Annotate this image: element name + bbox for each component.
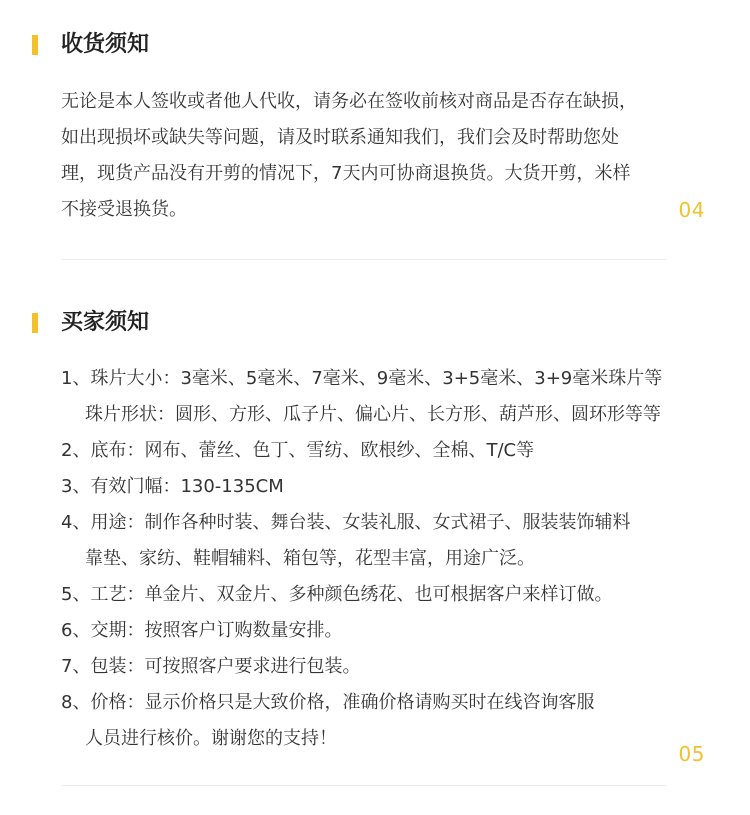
- section-title: 收货须知: [61, 32, 150, 57]
- text-line: 无论是本人签收或者他人代收，请务必在签收前核对商品是否存在缺损，: [61, 91, 637, 112]
- page-number: 04: [678, 198, 705, 222]
- list-item: 1、珠片大小：3毫米、5毫米、7毫米、9毫米、3+5毫米、3+9毫米珠片等: [61, 368, 663, 389]
- list-item: 4、用途：制作各种时装、舞台装、女装礼服、女式裙子、服装装饰辅料: [61, 512, 631, 533]
- text-line: 如出现损坏或缺失等问题，请及时联系通知我们，我们会及时帮助您处: [61, 127, 619, 148]
- accent-bar: [32, 35, 38, 55]
- divider: [62, 259, 666, 260]
- list-item: 8、价格：显示价格只是大致价格，准确价格请购买时在线咨询客服: [61, 692, 595, 713]
- receiving-notice-text: [61, 84, 637, 228]
- list-item: 6、交期：按照客户订购数量安排。: [61, 620, 343, 641]
- accent-bar: [32, 313, 38, 333]
- list-item-continuation: 珠片形状：圆形、方形、瓜子片、偏心片、长方形、葫芦形、圆环形等等: [85, 404, 661, 425]
- text-line: 不接受退换货。: [61, 199, 187, 220]
- list-item: 2、底布：网布、蕾丝、色丁、雪纺、欧根纱、全棉、T/C等: [61, 440, 535, 461]
- section-heading: [0, 30, 750, 60]
- page-number: 05: [678, 742, 705, 766]
- receiving-notice-section: [0, 30, 750, 222]
- list-item: 3、有效门幅：130-135CM: [61, 476, 284, 497]
- divider: [62, 785, 666, 786]
- list-item: 7、包装：可按照客户要求进行包装。: [61, 656, 361, 677]
- buyer-notice-section: [0, 308, 750, 766]
- list-item-continuation: 人员进行核价。谢谢您的支持！: [85, 728, 337, 749]
- section-heading: [0, 308, 750, 338]
- list-item: 5、工艺：单金片、双金片、多种颜色绣花、也可根据客户来样订做。: [61, 584, 613, 605]
- text-line: 理，现货产品没有开剪的情况下，7天内可协商退换货。大货开剪，米样: [61, 163, 631, 184]
- list-item-continuation: 靠垫、家纺、鞋帽辅料、箱包等，花型丰富，用途广泛。: [85, 548, 535, 569]
- section-title: 买家须知: [61, 310, 150, 335]
- buyer-notice-list: [61, 361, 662, 757]
